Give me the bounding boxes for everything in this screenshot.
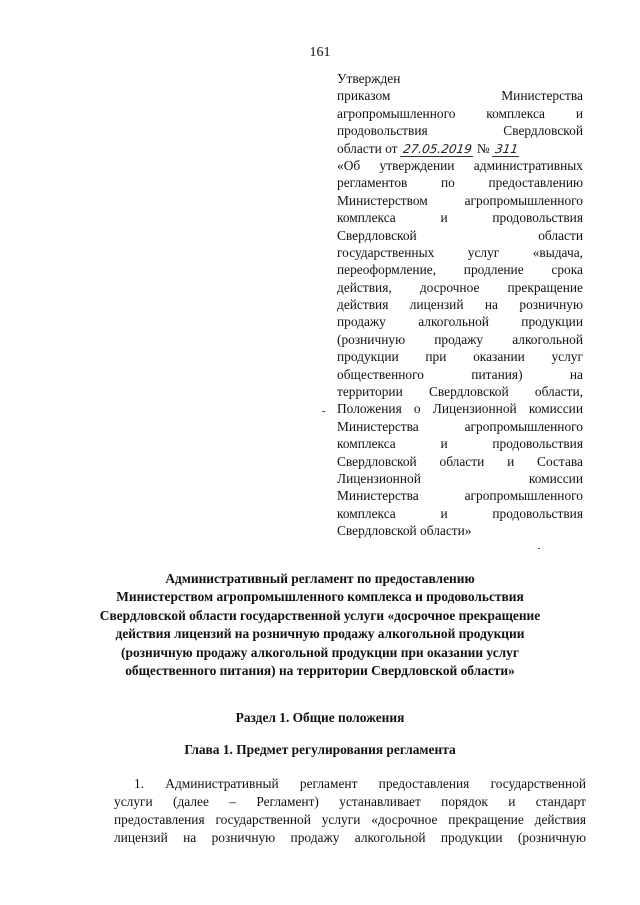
approval-line: Министерства агропромышленного (337, 488, 583, 504)
approval-line: действия, досрочное прекращение (337, 279, 583, 295)
approval-line: Министерством агропромышленного (337, 192, 583, 208)
title-line: (розничную продажу алкогольной продукции при оказании услуг (121, 644, 519, 660)
approval-date-prefix: области от (337, 140, 398, 156)
approval-line: Свердловской области» (337, 523, 472, 539)
page-number: 161 (309, 45, 331, 60)
handwritten-order-number: 311 (492, 143, 521, 157)
approval-line: Свердловской области и Состава (337, 453, 583, 469)
approval-line: агропромышленного комплекса и (337, 105, 583, 121)
title-line: Административный регламент по предоставлению (165, 571, 475, 586)
title-line: общественного питания) на территории Свердловской области» (125, 663, 515, 679)
section-heading: Раздел 1. Общие положения (235, 710, 405, 725)
approval-line: переоформление, продление срока (337, 262, 583, 278)
handwritten-date: 27.05.2019 (400, 143, 475, 157)
approval-line: Свердловской области (337, 227, 583, 243)
approval-line: Положения о Лицензионной комиссии (337, 401, 583, 417)
approval-line: Министерства агропромышленного (337, 418, 583, 434)
approval-line: комплекса и продовольствия (337, 505, 583, 521)
body-paragraph (114, 775, 586, 847)
approval-number-label: № (476, 140, 490, 156)
approval-line: действия лицензий на розничную (337, 297, 583, 313)
approval-line: продовольствия Свердловской (337, 123, 583, 139)
paragraph-line: лицензий на розничную продажу алкогольной продукции (розничную (114, 830, 586, 845)
approval-line: «Об утверждении административных (337, 157, 583, 173)
approval-line: регламентов по предоставлению (337, 175, 583, 191)
title-line: Свердловской области государственной услуги «досрочное прекращение (99, 607, 541, 623)
approval-line: государственных услуг «выдача, (337, 244, 583, 260)
approval-line: территории Свердловской области, (337, 384, 583, 400)
approval-block (337, 70, 583, 540)
title-line: действия лицензий на розничную продажу алкогольной продукции (115, 626, 525, 642)
title-line: Министерством агропромышленного комплекса и продовольствия (116, 589, 524, 605)
paragraph-line: предоставления государственной услуги «досрочное прекращение действия (114, 812, 586, 827)
approval-line: приказом Министерства (337, 88, 583, 104)
approval-line: продукции при оказании услуг (337, 349, 583, 365)
paragraph-line: 1. Административный регламент предоставления государственной (134, 776, 586, 791)
chapter-heading: Глава 1. Предмет регулирования регламента (184, 742, 456, 757)
approval-line: общественного питания) на (337, 366, 583, 382)
document-title (70, 570, 570, 680)
approval-line: продажу алкогольной продукции (337, 314, 583, 330)
approval-line: Утвержден (337, 71, 401, 86)
approval-date-line (337, 140, 583, 157)
approval-line: комплекса и продовольствия (337, 210, 583, 226)
approval-line: комплекса и продовольствия (337, 436, 583, 452)
scan-speck (322, 411, 325, 412)
approval-line: (розничную продажу алкогольной (337, 331, 583, 347)
scan-speck (538, 548, 540, 549)
approval-line: Лицензионной комиссии (337, 470, 583, 486)
paragraph-line: услуги (далее – Регламент) устанавливает порядок и стандарт (114, 794, 586, 809)
